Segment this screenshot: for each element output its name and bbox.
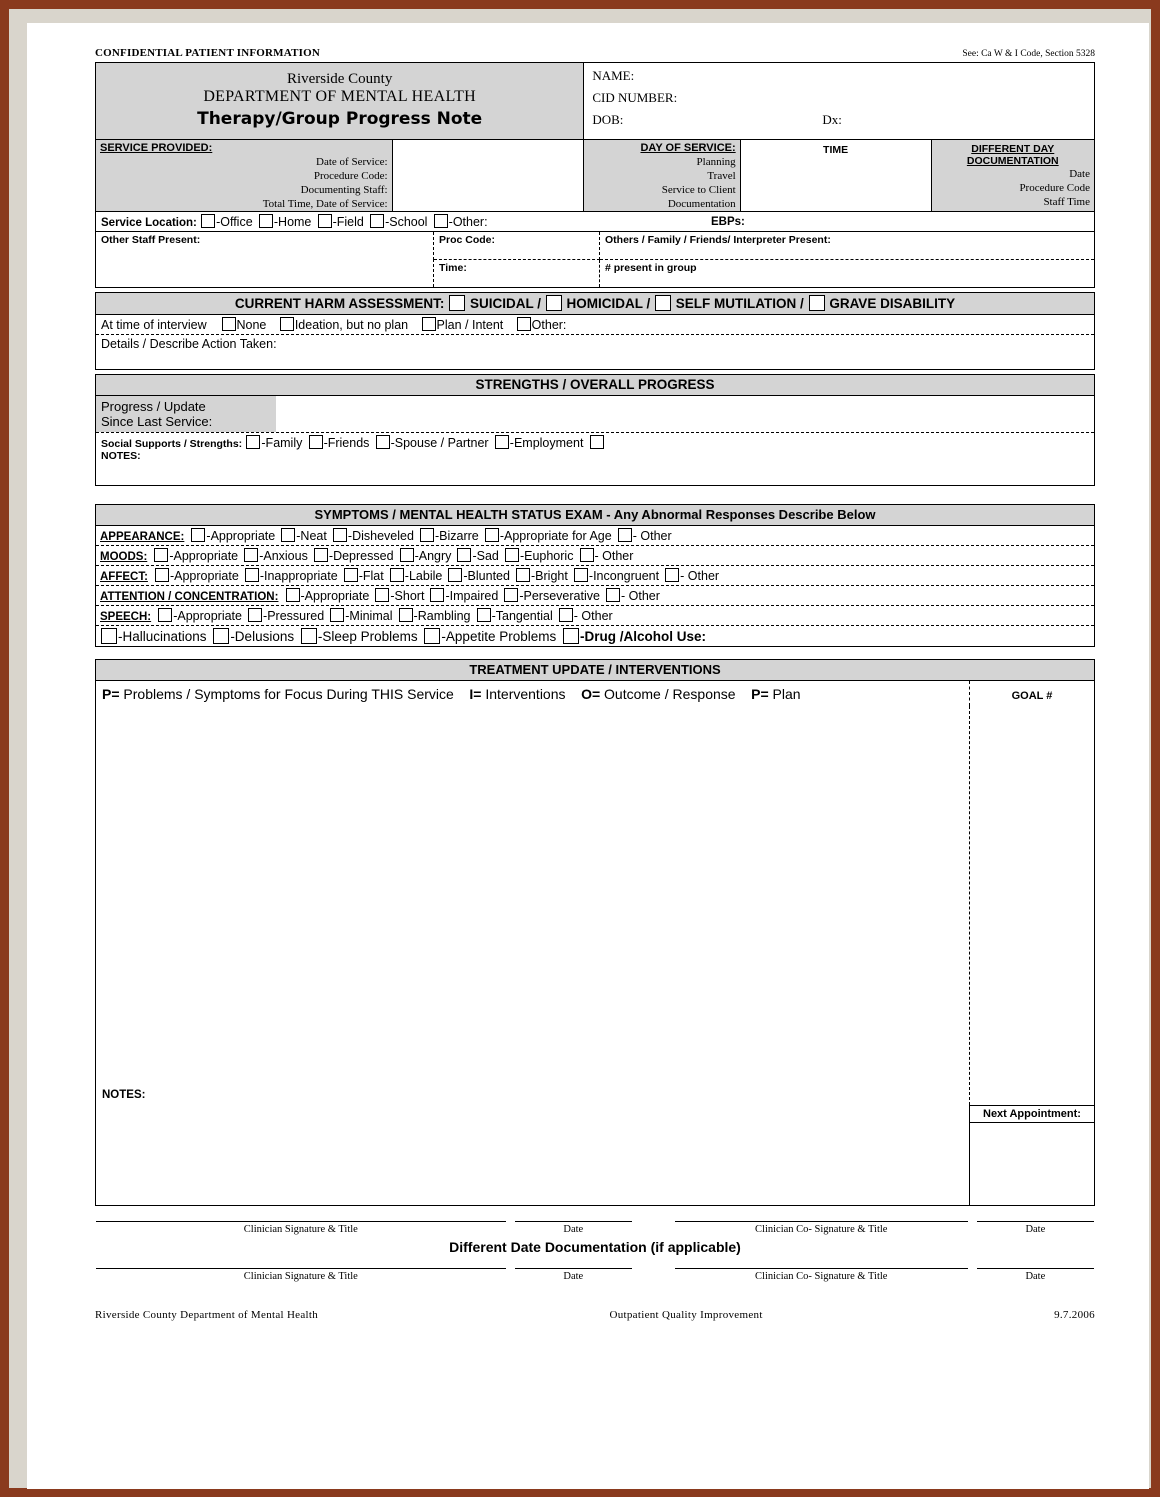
- day-of-service-labels: [584, 140, 740, 212]
- option-affect-incongruent: -Incongruent: [588, 569, 660, 583]
- time-label: Time:: [439, 261, 467, 274]
- option-speech-tangential: -Tangential: [491, 609, 553, 623]
- document-footer: [95, 1309, 1095, 1321]
- header-table: [95, 62, 1095, 212]
- treatment-notes-label: NOTES:: [102, 1089, 146, 1101]
- checkbox-harm-ideation[interactable]: [280, 317, 294, 331]
- checkbox-location-home[interactable]: [259, 214, 273, 228]
- symptom-row-affect[interactable]: [96, 566, 1095, 586]
- service-location-row[interactable]: [96, 212, 707, 232]
- checkbox-attention-appropriate[interactable]: [286, 588, 300, 602]
- next-appointment-entry[interactable]: [970, 1123, 1094, 1191]
- checkbox-moods-sad[interactable]: [457, 548, 471, 562]
- different-date-title: Different Date Documentation (if applicable): [449, 1239, 741, 1255]
- date-of-service-label: Date of Service:: [316, 156, 388, 168]
- option-speech-pressured: -Pressured: [263, 609, 325, 623]
- checkbox-location-school[interactable]: [370, 214, 384, 228]
- option-hallucinations: -Hallucinations: [118, 629, 207, 644]
- treatment-header: TREATMENT UPDATE / INTERVENTIONS: [95, 659, 1095, 681]
- option-office: -Office: [216, 215, 253, 229]
- co-signature-date-caption-1: Date: [1025, 1224, 1046, 1235]
- option-moods-depressed: -Depressed: [328, 549, 394, 563]
- option-moods-other: - Other: [594, 549, 634, 563]
- legend-o-text: Outcome / Response: [604, 686, 736, 702]
- diffday-stafftime-label: Staff Time: [1043, 196, 1090, 208]
- harm-type-homicidal: HOMICIDAL /: [566, 296, 651, 311]
- time-field[interactable]: [434, 259, 600, 287]
- harm-detail-table: [95, 315, 1095, 370]
- treatment-table: [95, 681, 1095, 1206]
- option-harm-plan: Plan / Intent: [436, 318, 504, 332]
- checkbox-moods-euphoric[interactable]: [505, 548, 519, 562]
- service-location-label: Service Location:: [101, 217, 197, 229]
- option-delusions: -Delusions: [230, 629, 295, 644]
- symptom-row-moods[interactable]: [96, 546, 1095, 566]
- checkbox-attention-other[interactable]: [606, 588, 620, 602]
- option-attention-perseverative: -Perseverative: [519, 589, 600, 603]
- checkbox-social-other[interactable]: [590, 435, 604, 449]
- checkbox-harm-other[interactable]: [517, 317, 531, 331]
- checkbox-speech-minimal[interactable]: [330, 608, 344, 622]
- checkbox-homicidal[interactable]: [546, 295, 562, 311]
- option-family: -Family: [261, 436, 303, 450]
- symptoms-table: [95, 526, 1095, 647]
- legend-p1-key: P=: [102, 686, 120, 702]
- checkbox-affect-bright[interactable]: [516, 568, 530, 582]
- option-harm-ideation: Ideation, but no plan: [294, 318, 409, 332]
- harm-assessment-section: [95, 292, 1095, 370]
- symptoms-header: SYMPTOMS / MENTAL HEALTH STATUS EXAM - Any Abnormal Responses Describe Below: [95, 504, 1095, 526]
- progress-label-line1: Progress / Update: [101, 399, 206, 414]
- time-column[interactable]: [740, 140, 931, 212]
- option-spouse-partner: -Spouse / Partner: [390, 436, 489, 450]
- checkbox-appearance-neat[interactable]: [281, 528, 295, 542]
- progress-update-entry[interactable]: [276, 396, 1094, 432]
- checkbox-affect-inappropriate[interactable]: [245, 568, 259, 582]
- patient-dob-field[interactable]: DOB:: [592, 112, 624, 127]
- form-document: [95, 47, 1095, 1321]
- total-time-label: Total Time, Date of Service:: [262, 198, 388, 210]
- treatment-notes-area[interactable]: [96, 1105, 970, 1206]
- option-speech-other: - Other: [573, 609, 613, 623]
- treatment-section: [95, 659, 1095, 1206]
- ebps-field[interactable]: [706, 212, 1095, 232]
- documenting-staff-label: Documenting Staff:: [300, 184, 388, 196]
- travel-label: Travel: [707, 170, 736, 182]
- symptom-row-additional[interactable]: [96, 626, 1095, 647]
- harm-options-row[interactable]: [96, 315, 1095, 335]
- option-appearance-bizarre: -Bizarre: [434, 529, 479, 543]
- option-appearance-appropriate: -Appropriate: [206, 529, 276, 543]
- symptom-row-speech[interactable]: [96, 606, 1095, 626]
- co-signature-caption-1: Clinician Co- Signature & Title: [755, 1224, 888, 1235]
- checkbox-affect-flat[interactable]: [344, 568, 358, 582]
- option-speech-minimal: -Minimal: [345, 609, 393, 623]
- option-moods-euphoric: -Euphoric: [519, 549, 574, 563]
- others-present-label: Others / Family / Friends/ Interpreter Present:: [605, 234, 831, 246]
- at-time-of-interview-label: At time of interview: [101, 318, 207, 332]
- legend-i-key: I=: [469, 686, 482, 702]
- checkbox-location-field[interactable]: [318, 214, 332, 228]
- signature-block-1: [95, 1220, 1095, 1236]
- proc-code-label: Proc Code:: [439, 234, 496, 246]
- option-moods-sad: -Sad: [472, 549, 499, 563]
- staff-present-table: [95, 232, 1095, 288]
- co-signature-date-caption-2: Date: [1025, 1271, 1046, 1282]
- checkbox-location-other[interactable]: [434, 214, 448, 228]
- checkbox-grave-disability[interactable]: [809, 295, 825, 311]
- option-appearance-other: - Other: [632, 529, 672, 543]
- group-count-field[interactable]: [600, 259, 1095, 287]
- option-affect-labile: -Labile: [404, 569, 443, 583]
- moods-label: MOODS:: [100, 551, 148, 563]
- checkbox-employment[interactable]: [495, 435, 509, 449]
- option-affect-inappropriate: -Inappropriate: [259, 569, 338, 583]
- social-supports-row[interactable]: [96, 433, 1095, 486]
- clinician-signature-caption-1: Clinician Signature & Title: [243, 1224, 358, 1235]
- checkbox-drug-alcohol-use[interactable]: [563, 628, 579, 644]
- checkbox-speech-pressured[interactable]: [248, 608, 262, 622]
- progress-update-label: [96, 396, 276, 432]
- checkbox-harm-plan[interactable]: [422, 317, 436, 331]
- patient-dx-field[interactable]: Dx:: [822, 112, 842, 127]
- option-school: -School: [385, 215, 428, 229]
- footer-right: 9.7.2006: [1054, 1309, 1095, 1321]
- harm-type-grave-disability: GRAVE DISABILITY: [829, 296, 956, 311]
- checkbox-attention-short[interactable]: [375, 588, 389, 602]
- checkbox-hallucinations[interactable]: [101, 628, 117, 644]
- checkbox-appearance-age-appropriate[interactable]: [485, 528, 499, 542]
- others-present-field[interactable]: [600, 232, 1095, 259]
- checkbox-location-office[interactable]: [201, 214, 215, 228]
- strengths-section: [95, 374, 1095, 486]
- signature-date-caption-2: Date: [563, 1271, 584, 1282]
- documentation-label: Documentation: [667, 198, 736, 210]
- form-title: Therapy/Group Progress Note: [197, 109, 483, 129]
- option-home: -Home: [273, 215, 312, 229]
- confidential-label: CONFIDENTIAL PATIENT INFORMATION: [95, 47, 320, 59]
- goal-label: GOAL #: [1011, 689, 1053, 702]
- progress-label-line2: Since Last Service:: [101, 414, 213, 429]
- harm-assessment-header: [95, 292, 1095, 315]
- harm-type-self-mutilation: SELF MUTILATION /: [675, 296, 804, 311]
- checkbox-speech-tangential[interactable]: [477, 608, 491, 622]
- option-harm-other: Other:: [531, 318, 567, 332]
- next-appointment-label: Next Appointment:: [970, 1106, 1094, 1123]
- legend-i-text: Interventions: [485, 686, 566, 702]
- checkbox-attention-impaired[interactable]: [430, 588, 444, 602]
- option-appearance-age-appropriate: -Appropriate for Age: [499, 529, 612, 543]
- checkbox-harm-none[interactable]: [222, 317, 236, 331]
- checkbox-attention-perseverative[interactable]: [504, 588, 518, 602]
- legal-reference: See: Ca W & I Code, Section 5328: [962, 49, 1095, 59]
- option-friends: -Friends: [323, 436, 370, 450]
- legend-p2-key: P=: [751, 686, 769, 702]
- checkbox-speech-rambling[interactable]: [399, 608, 413, 622]
- paper-sheet: [27, 23, 1149, 1489]
- county-name: Riverside County: [286, 71, 393, 87]
- checkbox-moods-depressed[interactable]: [314, 548, 328, 562]
- option-attention-appropriate: -Appropriate: [300, 589, 370, 603]
- next-appointment-block[interactable]: [970, 1105, 1095, 1206]
- checkbox-affect-appropriate[interactable]: [155, 568, 169, 582]
- form-title-block: [96, 63, 584, 140]
- strengths-notes-label: NOTES:: [101, 450, 141, 462]
- option-affect-appropriate: -Appropriate: [169, 569, 239, 583]
- goal-number-area[interactable]: [970, 706, 1095, 1105]
- option-attention-other: - Other: [621, 589, 660, 603]
- harm-details-field[interactable]: [96, 335, 1095, 370]
- checkbox-affect-blunted[interactable]: [448, 568, 462, 582]
- option-affect-flat: -Flat: [358, 569, 384, 583]
- procedure-code-label: Procedure Code:: [313, 170, 388, 182]
- document-top-line: [95, 47, 1095, 59]
- checkbox-speech-other[interactable]: [559, 608, 573, 622]
- option-moods-appropriate: -Appropriate: [169, 549, 239, 563]
- checkbox-appetite-problems[interactable]: [424, 628, 440, 644]
- option-appearance-disheveled: -Disheveled: [347, 529, 414, 543]
- checkbox-spouse-partner[interactable]: [376, 435, 390, 449]
- service-provided-labels: [96, 140, 393, 212]
- ebps-label: EBPs:: [711, 215, 745, 228]
- co-signature-caption-2: Clinician Co- Signature & Title: [755, 1271, 888, 1282]
- checkbox-family[interactable]: [246, 435, 260, 449]
- option-affect-bright: -Bright: [531, 569, 568, 583]
- legend-p2-text: Plan: [772, 686, 801, 702]
- checkbox-appearance-appropriate[interactable]: [191, 528, 205, 542]
- different-day-block: [931, 140, 1094, 212]
- service-to-client-label: Service to Client: [661, 184, 736, 196]
- symptom-row-attention[interactable]: [96, 586, 1095, 606]
- checkbox-appearance-disheveled[interactable]: [333, 528, 347, 542]
- option-sleep-problems: -Sleep Problems: [317, 629, 418, 644]
- checkbox-delusions[interactable]: [213, 628, 229, 644]
- speech-label: SPEECH:: [100, 611, 152, 623]
- patient-name-field[interactable]: NAME:: [592, 68, 635, 83]
- checkbox-speech-appropriate[interactable]: [158, 608, 172, 622]
- harm-type-suicidal: SUICIDAL /: [469, 296, 541, 311]
- affect-label: AFFECT:: [100, 571, 148, 583]
- checkbox-moods-angry[interactable]: [400, 548, 414, 562]
- treatment-legend: [96, 681, 970, 706]
- checkbox-suicidal[interactable]: [449, 295, 465, 311]
- harm-assessment-title: CURRENT HARM ASSESSMENT:: [234, 296, 445, 311]
- option-moods-anxious: -Anxious: [259, 549, 308, 563]
- group-count-label: # present in group: [605, 261, 697, 274]
- symptoms-section: [95, 504, 1095, 647]
- checkbox-sleep-problems[interactable]: [301, 628, 317, 644]
- checkbox-appearance-bizarre[interactable]: [420, 528, 434, 542]
- checkbox-moods-other[interactable]: [580, 548, 594, 562]
- appearance-label: APPEARANCE:: [100, 531, 185, 543]
- day-of-service-title: DAY OF SERVICE:: [640, 142, 736, 154]
- signature-block-2: [95, 1267, 1095, 1283]
- checkbox-friends[interactable]: [309, 435, 323, 449]
- checkbox-moods-anxious[interactable]: [244, 548, 258, 562]
- service-location-table: [95, 212, 1095, 232]
- legend-p1-text: Problems / Symptoms for Focus During THIS Service: [123, 686, 454, 702]
- checkbox-affect-other[interactable]: [665, 568, 679, 582]
- strengths-header: STRENGTHS / OVERALL PROGRESS: [95, 374, 1095, 396]
- other-staff-present-label: Other Staff Present:: [101, 234, 201, 246]
- planning-label: Planning: [696, 156, 736, 168]
- option-field: -Field: [332, 215, 364, 229]
- other-staff-present-field[interactable]: [96, 232, 434, 288]
- option-other-location: -Other:: [448, 215, 488, 229]
- harm-details-label: Details / Describe Action Taken:: [101, 337, 277, 351]
- diffday-proccode-label: Procedure Code: [1019, 182, 1090, 194]
- strengths-table: [95, 396, 1095, 486]
- option-harm-none: None: [236, 318, 267, 332]
- checkbox-affect-incongruent[interactable]: [574, 568, 588, 582]
- symptom-row-appearance[interactable]: [96, 526, 1095, 546]
- option-drug-alcohol-use: -Drug /Alcohol Use:: [580, 629, 707, 644]
- footer-center: Outpatient Quality Improvement: [609, 1309, 763, 1321]
- service-provided-entry[interactable]: [392, 140, 584, 212]
- signature-date-caption-1: Date: [563, 1224, 584, 1235]
- option-appearance-neat: -Neat: [296, 529, 327, 543]
- attention-label: ATTENTION / CONCENTRATION:: [100, 591, 279, 603]
- option-employment: -Employment: [509, 436, 584, 450]
- option-attention-impaired: -Impaired: [445, 589, 499, 603]
- patient-cid-field[interactable]: CID NUMBER:: [592, 90, 678, 105]
- checkbox-self-mutilation[interactable]: [655, 295, 671, 311]
- option-appetite-problems: -Appetite Problems: [441, 629, 557, 644]
- different-day-title-2: DOCUMENTATION: [966, 155, 1059, 167]
- option-attention-short: -Short: [390, 589, 425, 603]
- option-affect-blunted: -Blunted: [463, 569, 510, 583]
- checkbox-affect-labile[interactable]: [390, 568, 404, 582]
- service-provided-title: SERVICE PROVIDED:: [100, 142, 213, 154]
- proc-code-field[interactable]: [434, 232, 600, 259]
- goal-number-header: [970, 681, 1095, 706]
- footer-left: Riverside County Department of Mental Health: [95, 1309, 319, 1321]
- legend-o-key: O=: [581, 686, 601, 702]
- social-supports-label: Social Supports / Strengths:: [101, 438, 243, 450]
- option-speech-appropriate: -Appropriate: [173, 609, 242, 623]
- checkbox-moods-appropriate[interactable]: [154, 548, 168, 562]
- option-speech-rambling: -Rambling: [413, 609, 471, 623]
- option-affect-other: - Other: [680, 569, 720, 583]
- patient-info-block[interactable]: [584, 63, 1095, 140]
- treatment-narrative-area[interactable]: [96, 706, 970, 1105]
- progress-update-row[interactable]: [96, 396, 1095, 433]
- department-name: DEPARTMENT OF MENTAL HEALTH: [203, 88, 476, 105]
- diffday-date-label: Date: [1069, 168, 1090, 180]
- checkbox-appearance-other[interactable]: [618, 528, 632, 542]
- clinician-signature-caption-2: Clinician Signature & Title: [243, 1271, 358, 1282]
- time-title: TIME: [823, 144, 849, 156]
- different-day-title-1: DIFFERENT DAY: [971, 143, 1055, 155]
- option-moods-angry: -Angry: [414, 549, 452, 563]
